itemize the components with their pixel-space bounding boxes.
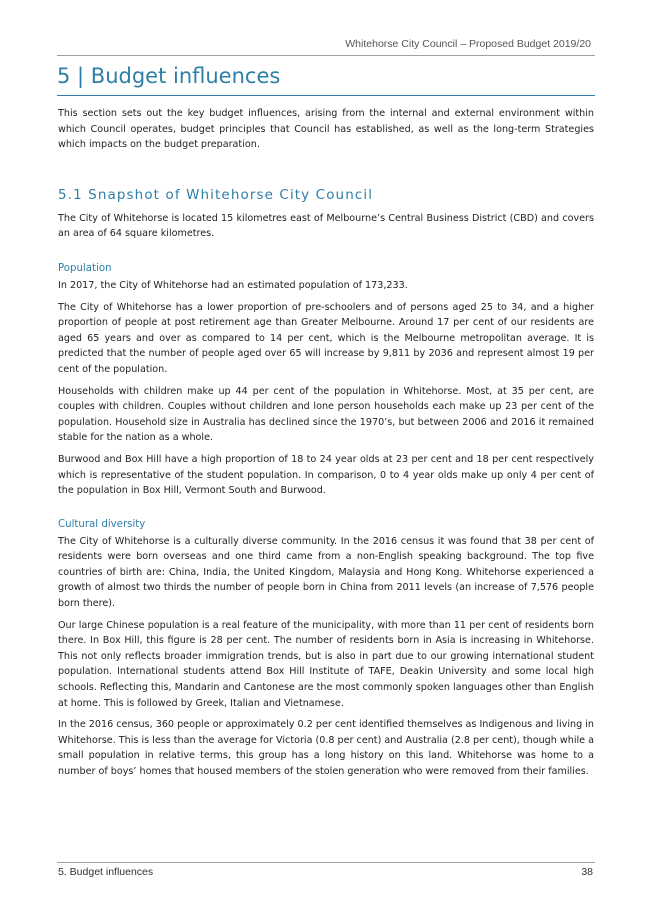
population-paragraph: The City of Whitehorse has a lower proportion of pre-schoolers and of persons aged 25 to 34, and a higher proportion of people at post retirement age than Greater Melbourne. Around 17 per cent of our residents are aged 65 years and over as compared to 14 per cent, which is the Melbourne metropolitan average. It is predicted that the number of people aged over 65 will increase by 9,811 by 2036 and represent almost 19 per cent of the population.: [58, 301, 594, 375]
footer-section-label: 5. Budget influences: [58, 866, 154, 878]
section-title-divider: [57, 95, 595, 96]
header-divider: [57, 55, 595, 56]
page-content: [58, 106, 594, 786]
cultural-diversity-paragraph: The City of Whitehorse is a culturally diverse community. In the 2016 census it was found that 38 per cent of residents were born overseas and one third came from a non-English speaking background. The top five countries of birth are: China, India, the United Kingdom, Malaysia and Hong Kong. Whitehorse experienced a growth of almost two thirds the number of people born in China from 2011 levels (an increase of 7,576 people born there).: [58, 535, 594, 610]
subsection-title: 5.1 Snapshot of Whitehorse City Council: [58, 186, 374, 203]
cultural-diversity-paragraph: In the 2016 census, 360 people or approximately 0.2 per cent identified themselves as Indigenous and living in Whitehorse. This is less than the average for Victoria (0.8 per cent) and Australia (2.8 per cent), though while a small population in relative terms, this group has a long history on this land. Whitehorse was home to a number of boys’ homes that housed members of the stolen generation who were removed from their families.: [58, 719, 594, 777]
population-paragraph: Burwood and Box Hill have a high proportion of 18 to 24 year olds at 23 per cent and 18 per cent respectively which is representative of the student population. In comparison, 0 to 4 year olds make up only 4 per cent of the population in Box Hill, Vermont South and Burwood.: [58, 453, 594, 497]
page-number: 38: [581, 866, 593, 878]
section-title: 5 | Budget influences: [57, 64, 281, 88]
cultural-diversity-heading: Cultural diversity: [58, 518, 146, 530]
subsection-intro: The City of Whitehorse is located 15 kilometres east of Melbourne’s Central Business District (CBD) and covers an area of 64 square kilometres.: [58, 212, 594, 240]
section-intro: This section sets out the key budget influences, arising from the internal and external environment within which Council operates, budget principles that Council has established, as well as the long-term Strategies which impacts on the budget preparation.: [58, 108, 594, 151]
running-header: Whitehorse City Council – Proposed Budget 2019/20: [345, 38, 591, 50]
cultural-diversity-paragraph: Our large Chinese population is a real feature of the municipality, with more than 11 per cent of residents born there. In Box Hill, this figure is 28 per cent. The number of residents born in Asia is increasing in Whitehorse. This not only reflects broader immigration trends, but is also in part due to our growing international student population. International students attend Box Hill Institute of TAFE, Deakin University and some local high schools. Reflecting this, Mandarin and Cantonese are the most commonly spoken languages other than English at home. This is followed by Greek, Italian and Vietnamese.: [58, 619, 594, 709]
footer-divider: [57, 862, 595, 863]
population-paragraph: Households with children make up 44 per cent of the population in Whitehorse. Most, at 35 per cent, are couples with children. Couples without children and lone person households each make up 23 per cent of the population. Household size in Australia has declined since the 1970’s, but between 2006 and 2016 it remained stable for the nation as a whole.: [58, 385, 594, 444]
population-paragraph: In 2017, the City of Whitehorse had an estimated population of 173,233.: [58, 279, 408, 291]
population-heading: Population: [58, 262, 112, 274]
